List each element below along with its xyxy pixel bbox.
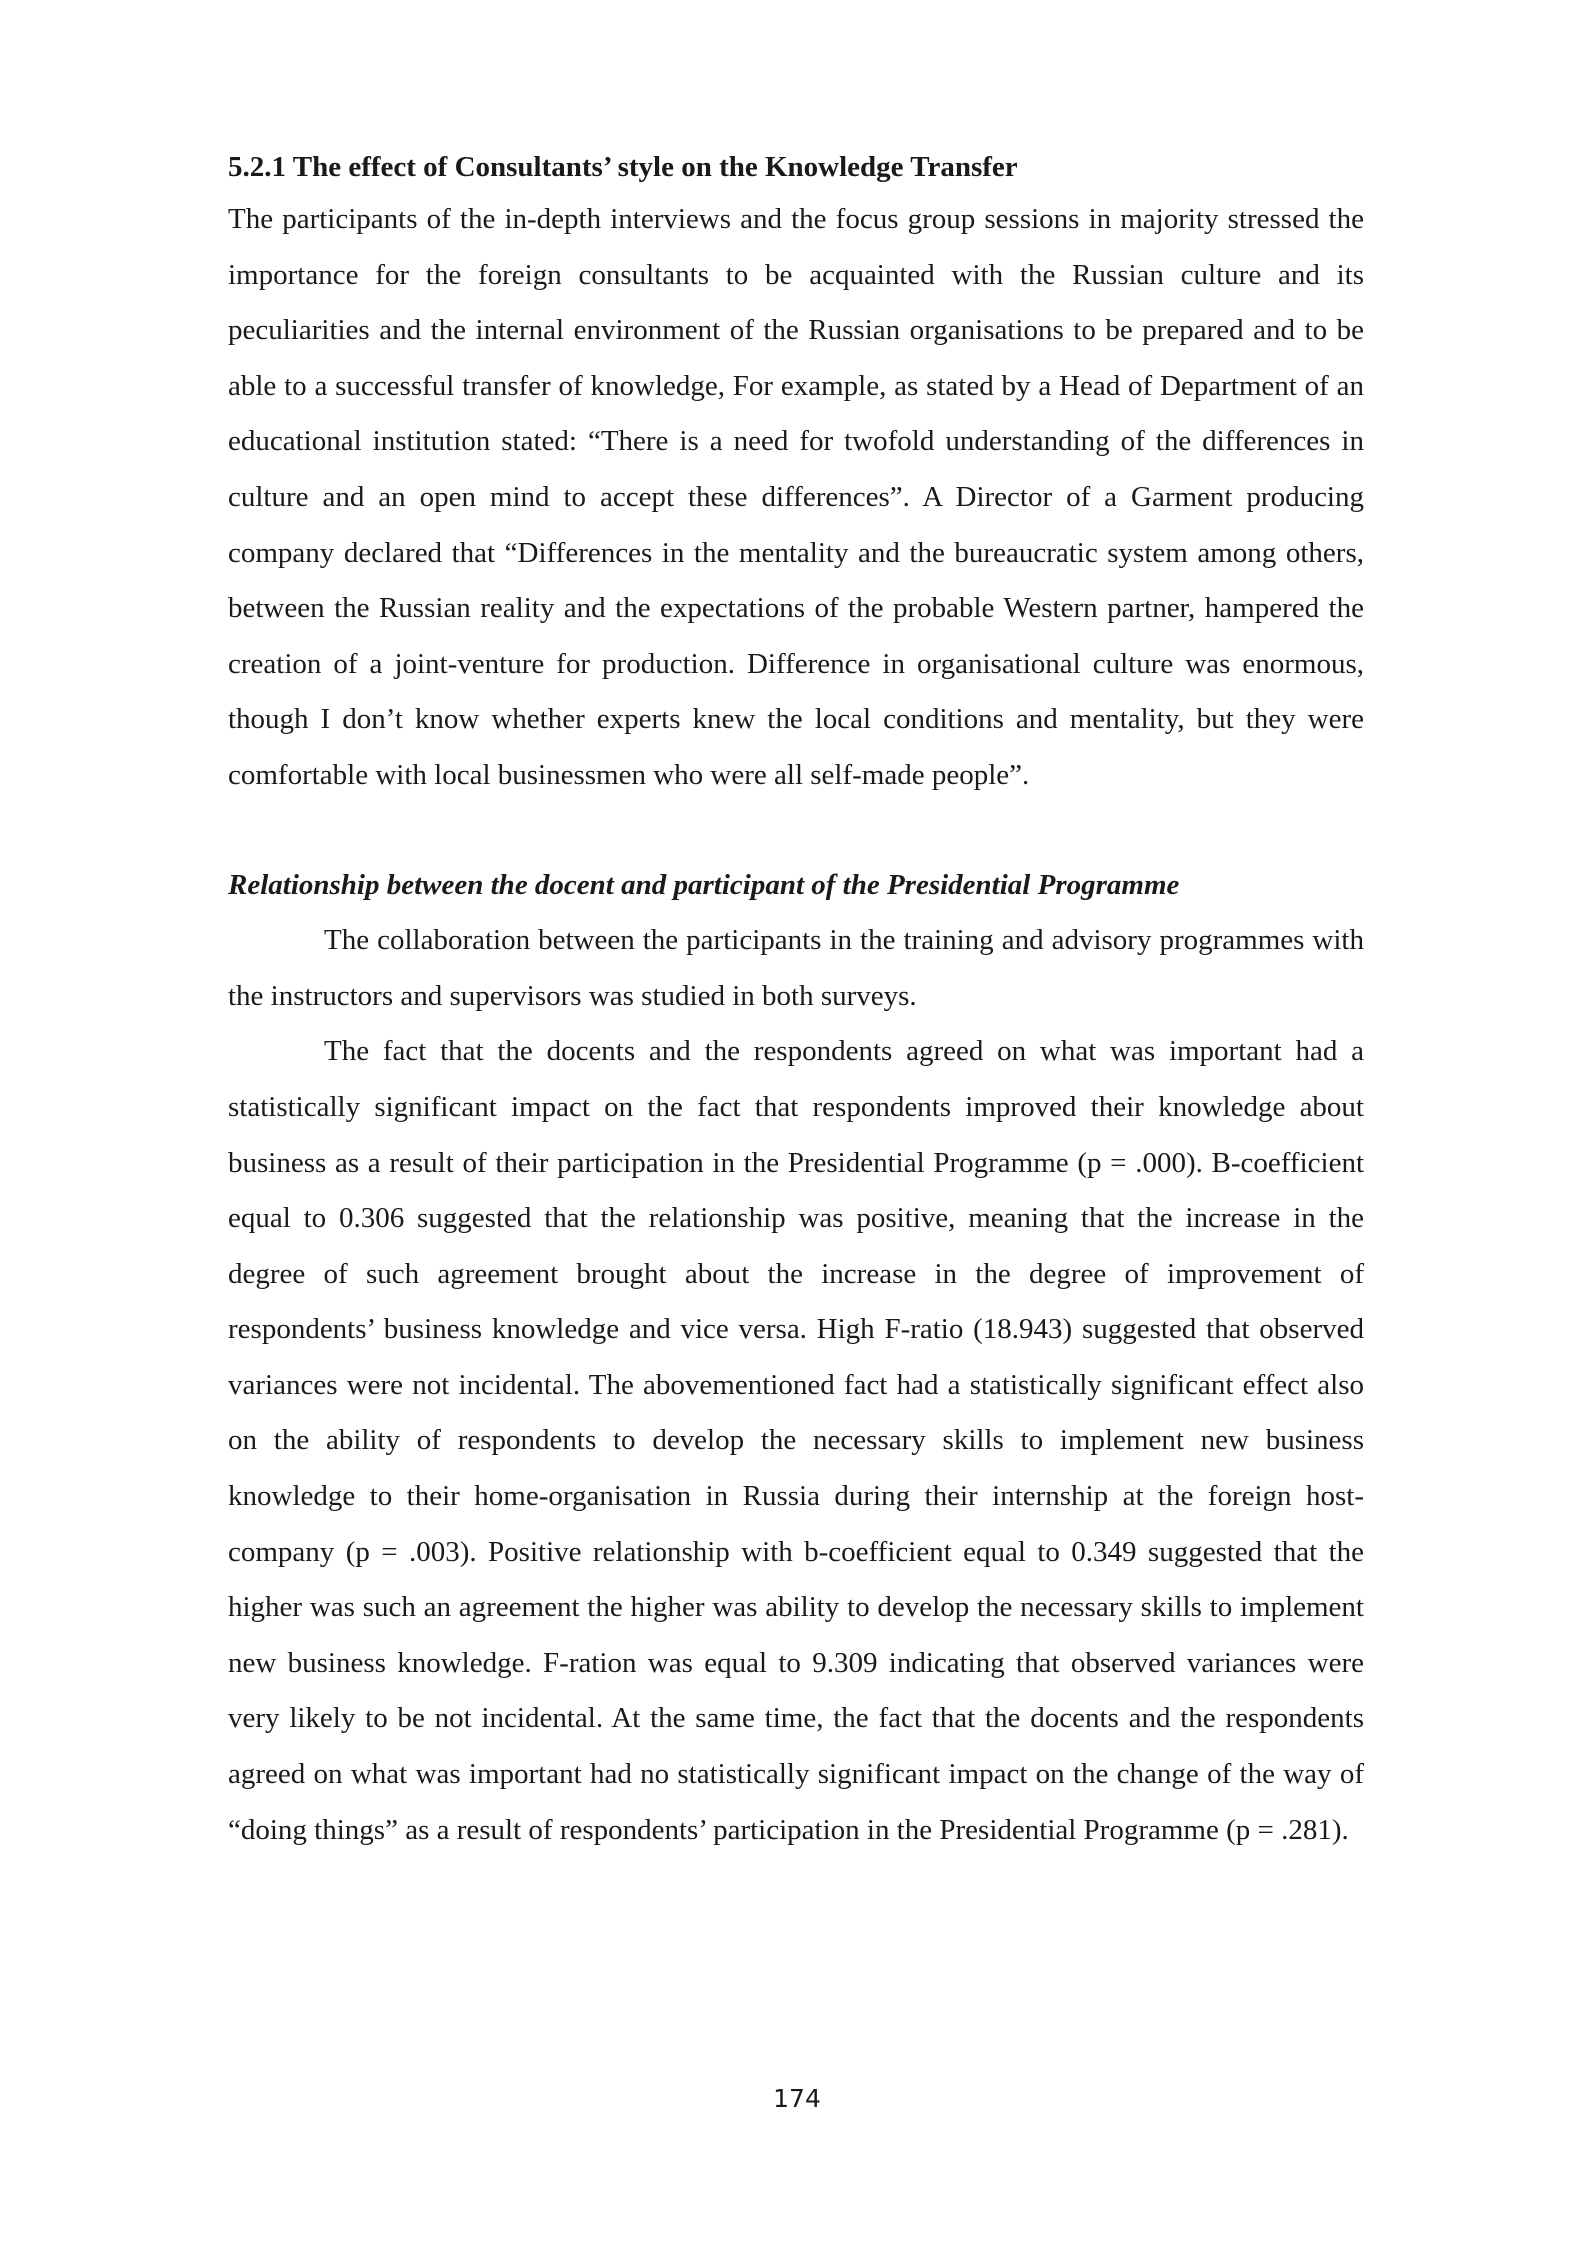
subsection-paragraph-1: The collaboration between the participants in the training and advisory programmes with the instructors and supervisors was studied in both surveys. xyxy=(228,924,1364,1012)
section-heading: 5.2.1 The effect of Consultants’ style on the Knowledge Transfer xyxy=(228,151,1018,183)
page-content xyxy=(228,145,1364,1858)
page-number: 174 xyxy=(773,2084,821,2113)
section-paragraph: The participants of the in-depth interviews and the focus group sessions in majority stressed the importance for the foreign consultants to be acquainted with the Russian culture and its peculiarities and the internal environment of the Russian organisations to be prepared and to be able to a successful transfer of knowledge, For example, as stated by a Head of Department of an educational institution stated: “There is a need for twofold understanding of the differences in culture and an open mind to accept these differences”. A Director of a Garment producing company declared that “Differences in the mentality and the bureaucratic system among others, between the Russian reality and the expectations of the probable Western partner, hampered the creation of a joint-venture for production. Difference in organisational culture was enormous, though I don’t know whether experts knew the local conditions and mentality, but they were comfortable with local businessmen who were all self-made people”. xyxy=(228,203,1364,791)
subsection-paragraph-2: The fact that the docents and the respondents agreed on what was important had a statistically significant impact on the fact that respondents improved their knowledge about business as a result of their participation in the Presidential Programme (p = .000). B-coefficient equal to 0.306 suggested that the relationship was positive, meaning that the increase in the degree of such agreement brought about the increase in the degree of improvement of respondents’ business knowledge and vice versa. High F-ratio (18.943) suggested that observed variances were not incidental. The abovementioned fact had a statistically significant effect also on the ability of respondents to develop the necessary skills to implement new business knowledge to their home-organisation in Russia during their internship at the foreign host-company (p = .003). Positive relationship with b-coefficient equal to 0.349 suggested that the higher was such an agreement the higher was ability to develop the necessary skills to implement new business knowledge. F-ration was equal to 9.309 indicating that observed variances were very likely to be not incidental. At the same time, the fact that the docents and the respondents agreed on what was important had no statistically significant impact on the change of the way of “doing things” as a result of respondents’ participation in the Presidential Programme (p = .281). xyxy=(228,1035,1364,1846)
subsection-heading: Relationship between the docent and participant of the Presidential Programme xyxy=(228,868,1180,901)
